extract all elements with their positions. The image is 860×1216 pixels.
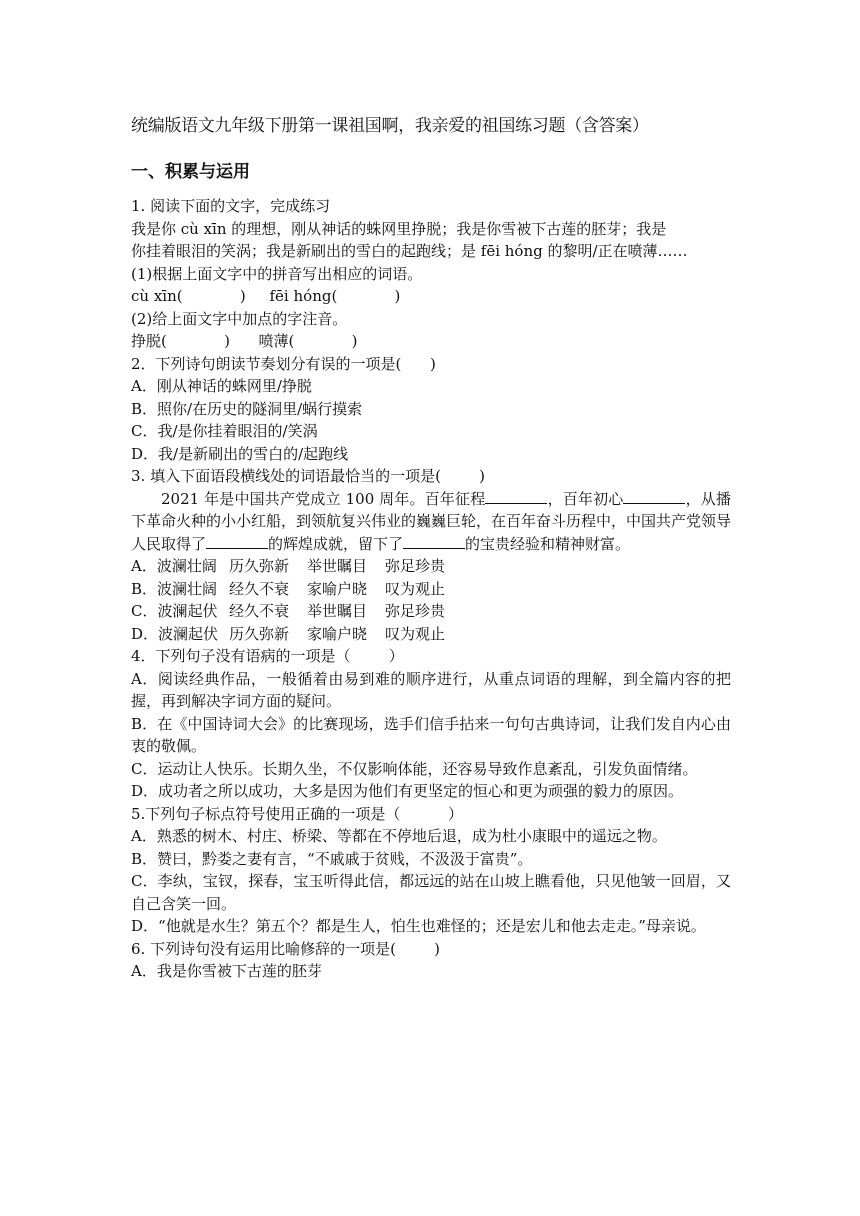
option-item: D．“他就是水生？第五个？都是生人，怕生也难怪的；还是宏儿和他去走走。”母亲说。 — [131, 917, 706, 935]
option-word: C．波澜起伏 — [131, 602, 218, 620]
option-word: 举世瞩目 — [307, 602, 368, 620]
option-item: D．我/是新刷出的雪白的/起跑线 — [131, 444, 349, 463]
option-item: B．赞曰，黔娄之妻有言，“不戚戚于贫贱，不汲汲于富贵”。 — [131, 849, 533, 868]
option-item: C．我/是你挂着眼泪的/笑涡 — [131, 422, 318, 440]
question-stem: 5.下列句子标点符号使用正确的一项是（ ） — [131, 804, 463, 823]
question-stem: 4．下列句子没有语病的一项是（ ） — [131, 647, 404, 665]
passage-text: 2021 年是中国共产党成立 100 周年。百年征程 — [161, 489, 486, 508]
question-3 — [131, 465, 731, 645]
option-item: A．熟悉的树木、村庄、桥梁、等都在不停地后退，成为杜小康眼中的遥远之物。 — [131, 827, 667, 845]
option-word: B．波澜壮阔 — [131, 579, 218, 598]
question-stem: 3. 填入下面语段横线处的词语最恰当的一项是( ) — [131, 467, 485, 485]
option-word: 家喻户晓 — [307, 624, 368, 643]
answer-blanks: 挣脱( ) 喷薄( ) — [131, 332, 358, 350]
passage-line: 我是你 cù xīn 的理想，刚从神话的蛛网里挣脱；我是你雪被下古莲的胚芽；我是 — [131, 219, 667, 238]
option-word: 历久弥新 — [229, 557, 290, 575]
option-word: 叹为观止 — [385, 624, 446, 643]
option-item: C．运动让人快乐。长期久坐，不仅影响体能，还容易导致作息紊乱，引发负面情绪。 — [131, 759, 698, 778]
option-item — [131, 578, 731, 601]
option-item: A．我是你雪被下古莲的胚芽 — [131, 962, 322, 980]
option-word: 经久不衰 — [229, 579, 290, 598]
fill-blank[interactable] — [403, 533, 465, 549]
option-word: 家喻户晓 — [307, 579, 368, 598]
question-6 — [131, 938, 731, 983]
option-word: 弥足珍贵 — [385, 602, 446, 620]
option-word: 历久弥新 — [229, 624, 290, 643]
option-word: 弥足珍贵 — [385, 557, 446, 575]
option-word: 举世瞩目 — [307, 557, 368, 575]
question-5 — [131, 803, 731, 938]
fill-blank[interactable] — [485, 488, 547, 504]
question-stem: 6. 下列诗句没有运用比喻修辞的一项是( ) — [131, 939, 440, 958]
fill-blank[interactable] — [206, 533, 268, 549]
option-item — [131, 600, 731, 623]
option-word: 叹为观止 — [385, 579, 446, 598]
question-stem: 2．下列诗句朗读节奏划分有误的一项是( ) — [131, 354, 436, 373]
passage-line: 你挂着眼泪的笑涡；我是新刷出的雪白的起跑线；是 fēi hóng 的黎明/正在喷薄…… — [131, 242, 688, 260]
answer-blanks: cù xīn( ) fēi hóng( ) — [131, 287, 401, 305]
option-item: D．成功者之所以成功，大多是因为他们有更坚定的恒心和更为顽强的毅力的原因。 — [131, 782, 684, 800]
option-item: C．李纨，宝钗，探春，宝玉听得此信，都远远的站在山坡上瞧看他，只见他皱一回眉，又自己含笑一回。 — [131, 872, 731, 913]
question-2 — [131, 353, 731, 466]
option-item: A．阅读经典作品，一般循着由易到难的顺序进行，从重点词语的理解，到全篇内容的把握，再到解决字词方面的疑问。 — [131, 669, 731, 710]
option-word: 经久不衰 — [229, 602, 290, 620]
question-1 — [131, 195, 731, 353]
passage-text: 的宝贵经验和精神财富。 — [465, 534, 631, 553]
question-passage — [131, 488, 731, 556]
option-item: B．照你/在历史的隧洞里/蜗行摸索 — [131, 399, 363, 418]
passage-text: ，百年初心 — [547, 489, 624, 508]
option-item — [131, 555, 731, 578]
document-page — [131, 112, 731, 983]
option-item — [131, 623, 731, 646]
document-title: 统编版语文九年级下册第一课祖国啊，我亲爱的祖国练习题（含答案） — [131, 116, 649, 136]
question-4 — [131, 645, 731, 803]
option-item: A．刚从神话的蛛网里/挣脱 — [131, 377, 312, 395]
option-item: B．在《中国诗词大会》的比赛现场，选手们信手拈来一句句古典诗词，让我们发自内心由衷的敬佩。 — [131, 714, 731, 755]
fill-blank[interactable] — [623, 488, 685, 504]
sub-question: (2)给上面文字中加点的字注音。 — [131, 309, 348, 328]
option-word: D．波澜起伏 — [131, 624, 219, 643]
section-heading: 一、积累与运用 — [131, 162, 250, 182]
option-word: A．波澜壮阔 — [131, 557, 217, 575]
sub-question: (1)根据上面文字中的拼音写出相应的词语。 — [131, 264, 423, 283]
passage-text: ，从播下革命火种的小小红船，到领航复兴伟业的巍巍巨轮，在百年奋斗历程中，中国共产党领导人民取得了 — [131, 489, 732, 553]
passage-text: 的辉煌成就，留下了 — [268, 534, 404, 553]
question-stem: 1. 阅读下面的文字，完成练习 — [131, 197, 331, 215]
